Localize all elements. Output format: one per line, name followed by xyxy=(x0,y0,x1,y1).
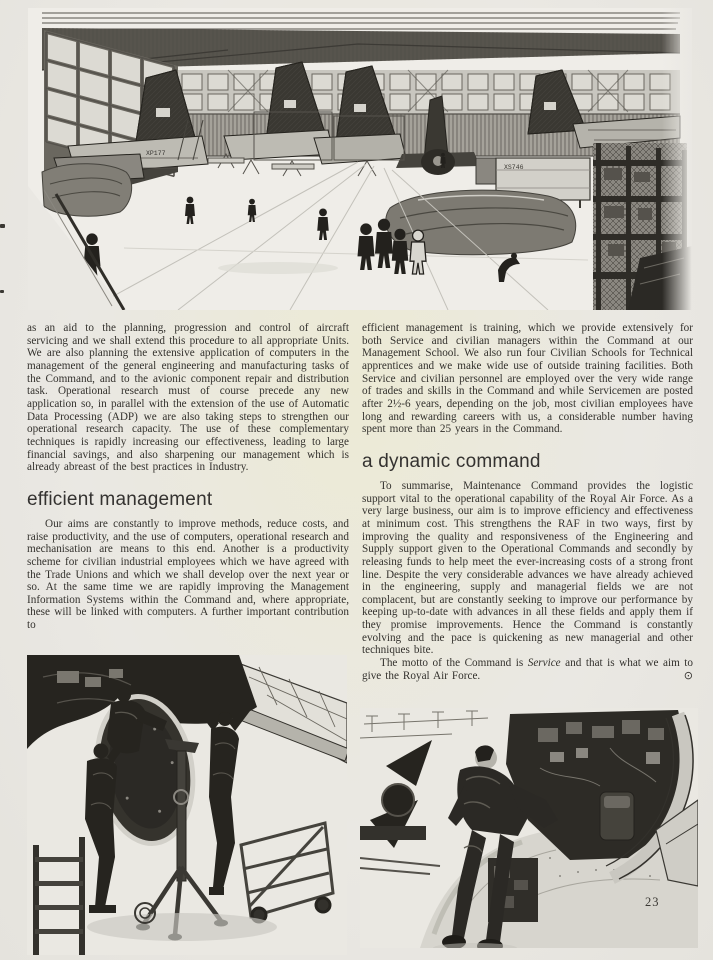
aircraft-serial-text: XP177 xyxy=(146,150,166,157)
heading-a-dynamic-command: a dynamic command xyxy=(362,450,541,472)
scan-artifact-mark xyxy=(0,290,4,293)
page-number: 23 xyxy=(645,895,660,909)
heading-efficient-management: efficient management xyxy=(27,488,213,510)
cockpit-maintenance-illustration xyxy=(360,708,698,948)
motto-text-end: and that is what we aim to give the Royal Air Force. xyxy=(362,657,694,682)
right-column xyxy=(362,322,693,682)
left-paragraph-continued: as an aid to the planning, progression and control of aircraft servicing and we shall extend this procedure to all appropriate Units. We are also planning the extensive application of computers in the management of the general engineering and manufacturing tasks of the Command, and to the avionic component repair and distribution task. Operational research must of course precede any new application so, in parallel with the extension of the use of Automatic Data Processing (ADP) we are also taking steps to strengthen our operational research capacity. The use of these complementary techniques is rapidly increasing our effectiveness, leading to large financial savings, and also sharpening our management which is already abreast of the best practices in Industry. xyxy=(27,322,349,474)
hangar-illustration xyxy=(28,8,692,310)
motto-word-service: Service xyxy=(527,657,561,670)
underside-servicing-illustration xyxy=(27,655,347,955)
end-of-article-icon: ⊙ xyxy=(683,669,693,683)
scan-artifact-mark xyxy=(0,224,5,228)
container-serial-text: XS746 xyxy=(504,164,524,171)
motto-text: The motto of the Command is xyxy=(380,657,528,670)
left-paragraph: Our aims are constantly to improve methods, reduce costs, and raise productivity, and the use of computers, operational research and mechanisation are means to this end. Another is a productivity scheme for civilian industrial employees which we have agreed with the Trade Unions and which we shall develop over the next year or so. At the same time we are rapidly improving the Management Information Systems within the Command and, where appropriate, these will be linked with computers. A further important contribution to xyxy=(27,517,349,632)
right-paragraph: To summarise, Maintenance Command provides the logistic support vital to the operational capability of the Royal Air Force. As a very large business, our aim is to improve efficiency and effectiveness at minimum cost. This strengthens the RAF in two ways, first by improving the quality and responsiveness of the Engineering and Supply support given to the Operational Commands and secondly by releasing funds to help meet the ever-increasing costs of a strong front line. Despite the very considerable advances we have already achieved in the engineering, supply and managerial fields we are not complacent, but are constantly seeking to improve our performance by keeping up-to-date with advances in all these fields and apply them if they promise improvements. Hence the Command is constantly evolving and the pace is quickening as new managerial and other techniques bite. xyxy=(362,479,693,657)
left-column xyxy=(27,322,349,632)
motto-paragraph xyxy=(362,657,693,682)
right-paragraph-continued: efficient management is training, which we provide extensively for both Service and civilian managers within the Command at our Management School. We also run four Civilian Schools for Technical apprentices and we make wide use of outside training facilities. Both Service and civilian personnel are employed over the very wide range of trades and skills in the Command and while Servicemen are posted after 2½-6 years, depending on the job, most civilian employees have long and rewarding careers with us, a considerable number having spent more than 25 years in the Command. xyxy=(362,322,693,436)
